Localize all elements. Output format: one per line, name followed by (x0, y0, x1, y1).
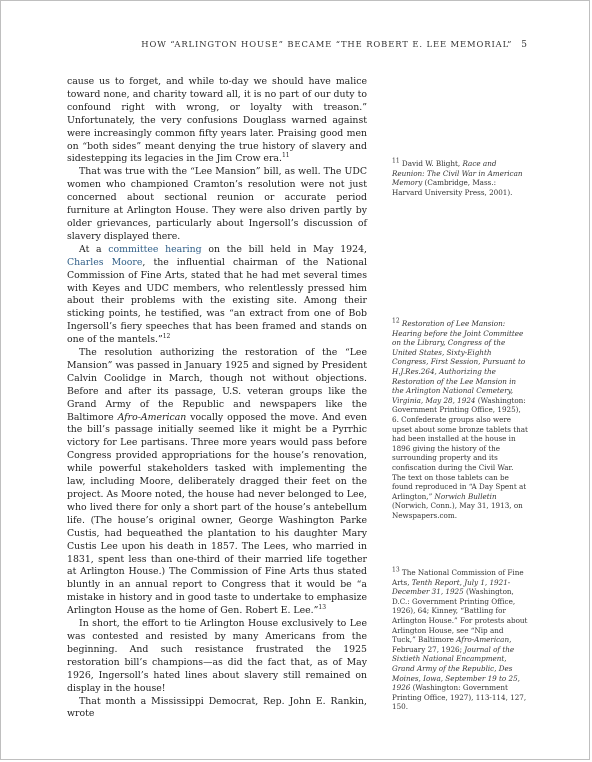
sidenote-12-text: (Washington: Government Printing Office, 1925), 6. Confederate groups also were upset about some bronze tablets that had been installed at the house in 1896 giving the history of the surrounding property and its confiscation during the Civil War. The text on those tablets can be found reproduced in “A Day Spent at Arlington,” (392, 395, 528, 501)
sidenote-12-newspaper: Norwich Bulletin (434, 491, 497, 501)
sidenote-12 (392, 319, 528, 520)
paragraph-2-text: That was true with the “Lee Mansion” bill, as well. The UDC women who championed Cramton’s resolution were not just concerned about sectional reunion or accurate period furniture at Arlington House. They were also driven partly by older grievances, particularly about Ingersoll’s discussion of slavery displayed there. (67, 166, 367, 242)
sidenote-11-rest: (Cambridge, Mass.: Harvard University Press, 2001). (392, 178, 513, 197)
afro-american-title: Afro-American (117, 411, 187, 423)
sidenote-13-journal-title: Journal of the Sixtieth National Encampment, Grand Army of the Republic, Des Moines, Iowa, September 19 to 25, 1926 (392, 644, 520, 693)
sidenote-11-number: 11 (392, 157, 400, 165)
sidenote-13-text-b: (Washington, D.C.: Government Printing Office, 1926), 64; Kinney, “Battling for Arlington House.” For protests about Arlington House, see “Nip and Tuck,” Baltimore (392, 587, 528, 645)
sidenote-13-report-title: Tenth Report, July 1, 1921-December 31, 1925 (392, 577, 511, 597)
note-ref-13[interactable]: 13 (318, 604, 327, 612)
sidenote-12-title: Restoration of Lee Mansion: Hearing before the Joint Committee on the Library, Congress of the United States, Sixty-Eighth Congress, First Session, Pursuant to H.J.Res.264, Authorizing the Restoration of the Lee Mansion in the Arlington National Cemetery, Virginia, May 28, 1924 (392, 319, 526, 405)
running-title: HOW “ARLINGTON HOUSE” BECAME “THE ROBERT E. LEE MEMORIAL” (141, 39, 513, 49)
running-head (141, 39, 527, 50)
sidenote-11-title: Race and Reunion: The Civil War in American Memory (392, 159, 523, 188)
paragraph-3 (67, 244, 367, 347)
sidenote-11-author: David W. Blight, (399, 159, 463, 168)
sidenote-13-newspaper: Afro-American (456, 635, 510, 645)
charles-moore-link[interactable]: Charles Moore (67, 256, 143, 268)
paragraph-3-text-c: , the influential chairman of the National Commission of Fine Arts, stated that he had met several times with Keyes and UDC members, who relentlessly pressed him about their problems with the existing site. Among their sticking points, he testified, was “an extract from one of Bob Ingersoll’s fiery speeches that has been framed and stands on one of the mantels.” (67, 256, 367, 346)
main-text (67, 76, 367, 721)
paragraph-1 (67, 76, 367, 166)
sidenote-12-rest: (Norwich, Conn.), May 31, 1913, on Newspapers.com. (392, 501, 523, 520)
paragraph-4-text-b: vocally opposed the move. And even the bill’s passage initially seemed like it might be a Pyrrhic victory for Lee partisans. Three more years would pass before Congress provided appropriations for the house’s renovation, while powerful stakeholders tasked with implementing the law, including Moore, deliberately dragged their feet on the project. As Moore noted, the house had never belonged to Lee, who lived there for only a short part of the house’s antebellum life. (The house’s original owner, George Washington Parke Custis, had bequeathed the plantation to his daughter Mary Custis Lee upon his death in 1857. The Lees, who married in 1831, spent less than one-third of their married life together at Arlington House.) The Commission of Fine Arts thus stated bluntly in an annual report to Congress that it would be “a mistake in history and in good taste to undertake to emphasize Arlington House as the home of Gen. Robert E. Lee.” (67, 411, 367, 617)
sidenote-13 (392, 568, 528, 712)
sidenote-11 (392, 159, 528, 197)
page-number: 5 (521, 40, 527, 50)
paragraph-6-text: That month a Mississippi Democrat, Rep. John E. Rankin, wrote (67, 695, 367, 720)
paragraph-4-text-a: The resolution authorizing the restoration of the “Lee Mansion” was passed in January 1925 and signed by President Calvin Coolidge in March, though not without objections. Before and after its passage, U.S. veteran groups like the Grand Army of the Republic and newspapers like the Baltimore (67, 347, 367, 423)
paragraph-3-text-b: on the bill held in May 1924, (201, 243, 367, 255)
paragraph-5-text: In short, the effort to tie Arlington House exclusively to Lee was contested and resisted by many Americans from the beginning. And such resistance frustrated the 1925 restoration bill’s champions—as did the fact that, as of May 1926, Ingersoll’s hated lines about slavery still remained on display in the house! (67, 618, 367, 694)
sidenote-13-text-a: The National Commission of Fine Arts, (392, 568, 524, 587)
paragraph-1-text: cause us to forget, and while to-day we should have malice toward none, and charity toward all, it is no part of our duty to confound right with wrong, or loyalty with treason.” Unfortunately, the very confusions Douglass warned against were increasingly common fifty years later. Praising good men on “both sides” meant denying the true history of slavery and sidestepping its legacies in the Jim Crow era. (67, 76, 367, 165)
sidenote-13-text-c: , February 27, 1926; (392, 635, 512, 654)
paragraph-4 (67, 347, 367, 618)
note-ref-11[interactable]: 11 (281, 152, 290, 160)
sidenote-12-number: 12 (392, 317, 400, 325)
paragraph-2 (67, 166, 367, 243)
sidenote-13-text-d: (Washington: Government Printing Office, 1927), 113-114, 127, 150. (392, 683, 527, 712)
sidenote-13-number: 13 (392, 566, 400, 574)
paragraph-5 (67, 618, 367, 695)
paragraph-6 (67, 696, 367, 722)
paragraph-3-text-a: At a (79, 243, 109, 255)
note-ref-12[interactable]: 12 (162, 333, 171, 341)
committee-hearing-link[interactable]: committee hearing (108, 243, 202, 255)
